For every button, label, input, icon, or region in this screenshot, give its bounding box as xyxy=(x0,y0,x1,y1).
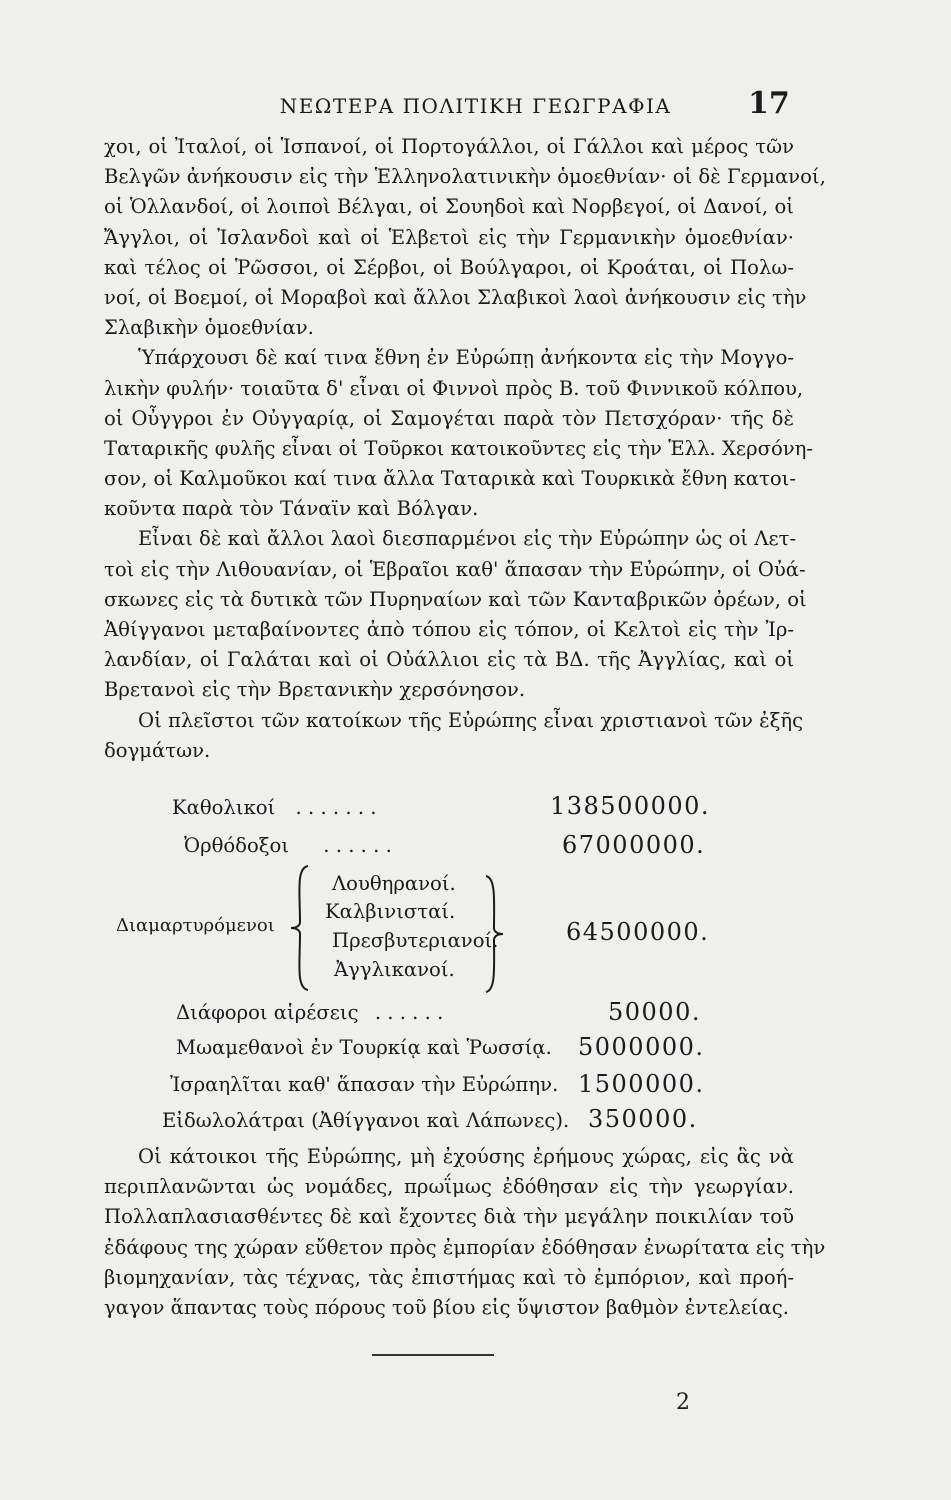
stat-label: Ὀρθόδοξοι xyxy=(184,834,290,857)
text-line: βιομηχανίαν, τὰς τέχνας, τὰς ἐπιστήμας καὶ τὸ ἐμπόριον, καὶ προή- xyxy=(104,1265,794,1289)
protestant-denomination: Πρεσβυτεριανοί. xyxy=(332,929,499,952)
text-line: οἱ Ὁλλανδοί, οἱ λοιποὶ Βέλγαι, οἱ Σουηδοὶ καὶ Νορβεγοί, οἱ Δανοί, οἱ xyxy=(104,195,794,219)
text-line: καὶ τέλος οἱ Ῥῶσσοι, οἱ Σέρβοι, οἱ Βούλγαροι, οἱ Κροάται, οἱ Πολω- xyxy=(104,255,794,279)
stat-value: 1500000. xyxy=(578,1070,705,1098)
stat-label-protestants: Διαμαρτυρόμενοι xyxy=(116,915,275,936)
text-line: σον, οἱ Καλμοῦκοι καί τινα ἄλλα Ταταρικὰ καὶ Τουρκικὰ ἔθνη κατοι- xyxy=(104,467,796,491)
text-line: Βρετανοὶ εἰς τὴν Βρετανικὴν χερσόνησον. xyxy=(104,678,526,702)
text-line: Ἄγγλοι, οἱ Ἰσλανδοὶ καὶ οἱ Ἑλβετοὶ εἰς τὴν Γερμανικὴν ὁμοεθνίαν· xyxy=(104,225,794,249)
stat-row-other: Εἰδωλολάτραι (Ἀθίγγανοι καὶ Λάπωνες). xyxy=(162,1109,570,1132)
stat-row-other: Μωαμεθανοὶ ἐν Τουρκίᾳ καὶ Ῥωσσίᾳ. xyxy=(176,1036,552,1059)
text-line: λικὴν φυλήν· τοιαῦτα δ' εἶναι οἱ Φιννοὶ πρὸς Β. τοῦ Φιννικοῦ κόλπου, xyxy=(104,376,804,400)
text-line: Ταταρικῆς φυλῆς εἶναι οἱ Τοῦρκοι κατοικοῦντες εἰς τὴν Ἑλλ. Χερσόνη- xyxy=(104,436,814,460)
footer-rule xyxy=(372,1354,494,1356)
text-line: γαγον ἅπαντας τοὺς πόρους τοῦ βίου εἰς ὕψιστον βαθμὸν ἐντελείας. xyxy=(104,1295,789,1319)
text-line: τοὶ εἰς τὴν Λιθουανίαν, οἱ Ἑβραῖοι καθ' ἅπασαν τὴν Εὐρώπην, οἱ Οὐά- xyxy=(104,557,806,581)
stat-label: Διάφοροι αἱρέσεις xyxy=(176,1001,359,1024)
text-line: Πολλαπλασιασθέντες δὲ καὶ ἔχοντες διὰ τὴν μεγάλην ποικιλίαν τοῦ xyxy=(104,1205,794,1229)
protestant-denomination: Ἀγγλικανοί. xyxy=(334,958,455,981)
text-line: Ὑπάρχουσι δὲ καί τινα ἔθνη ἐν Εὐρώπῃ ἀνήκοντα εἰς τὴν Μογγο- xyxy=(138,346,794,370)
text-line: οἱ Οὖγγροι ἐν Οὐγγαρίᾳ, οἱ Σαμογέται παρὰ τὸν Πετσχόραν· τῆς δὲ xyxy=(104,406,794,430)
stat-row-other xyxy=(176,1001,443,1024)
left-brace-icon xyxy=(288,864,312,992)
text-line: σκωνες εἰς τὰ δυτικὰ τῶν Πυρηναίων καὶ τῶν Κανταβρικῶν ὀρέων, οἱ xyxy=(104,587,807,611)
text-line: Οἱ κάτοικοι τῆς Εὐρώπης, μὴ ἐχούσης ἐρήμους χώρας, εἰς ἃς νὰ xyxy=(138,1145,794,1168)
text-line: νοί, οἱ Βοεμοί, οἱ Μοραβοὶ καὶ ἄλλοι Σλαβικοὶ λαοὶ ἀνήκουσιν εἰς τὴν xyxy=(104,285,807,309)
stat-value: 350000. xyxy=(588,1105,698,1133)
signature-mark: 2 xyxy=(676,1390,690,1415)
stat-value: 5000000. xyxy=(578,1033,705,1061)
text-line: Σλαβικὴν ὁμοεθνίαν. xyxy=(104,316,314,340)
running-title: ΝΕΩΤΕΡΑ ΠΟΛΙΤΙΚΗ ΓΕΩΓΡΑΦΙΑ xyxy=(279,94,672,118)
text-line: ἐδάφους της χώραν εὔθετον πρὸς ἐμπορίαν ἐδόθησαν ἐνωρίτατα εἰς τὴν xyxy=(104,1235,826,1259)
stat-row-orthodox xyxy=(184,834,392,857)
text-line: λανδίαν, οἱ Γαλάται καὶ οἱ Οὐάλλιοι εἰς τὰ ΒΔ. τῆς Ἀγγλίας, καὶ οἱ xyxy=(104,648,794,672)
stat-row-catholics xyxy=(172,796,377,819)
text-line: χοι, οἱ Ἰταλοί, οἱ Ἱσπανοί, οἱ Πορτογάλλοι, οἱ Γάλλοι καὶ μέρος τῶν xyxy=(104,135,794,158)
stat-value: 67000000. xyxy=(562,831,706,859)
stat-dots: . . . . . . xyxy=(323,834,392,857)
stat-value: 50000. xyxy=(608,998,701,1026)
right-brace-icon xyxy=(482,874,506,994)
text-line: Ἀθίγγανοι μεταβαίνοντες ἀπὸ τόπου εἰς τόπον, οἱ Κελτοὶ εἰς τὴν Ἰρ- xyxy=(104,618,794,641)
stat-value: 138500000. xyxy=(550,792,711,820)
stat-label: Καθολικοί xyxy=(172,796,276,819)
text-line: Εἶναι δὲ καὶ ἄλλοι λαοὶ διεσπαρμένοι εἰς τὴν Εὐρώπην ὡς οἱ Λετ- xyxy=(138,527,797,551)
protestant-denomination: Καλβινισταί. xyxy=(325,900,456,923)
text-line: κοῦντα παρὰ τὸν Τάναϊν καὶ Βόλγαν. xyxy=(104,497,479,521)
stat-row-other: Ἰσραηλῖται καθ' ἅπασαν τὴν Εὐρώπην. xyxy=(170,1073,559,1096)
stat-dots: . . . . . . xyxy=(374,1001,444,1024)
text-line: δογμάτων. xyxy=(104,738,211,762)
text-line: περιπλανῶνται ὡς νομάδες, πρωΐμως ἐδόθησαν εἰς τὴν γεωργίαν. xyxy=(104,1175,794,1199)
protestant-denomination: Λουθηρανοί. xyxy=(332,872,456,895)
stat-value: 64500000. xyxy=(566,918,710,946)
body-text-final xyxy=(104,1142,826,1323)
text-line: Βελγῶν ἀνήκουσιν εἰς τὴν Ἑλληνολατινικὴν ὁμοεθνίαν· οἱ δὲ Γερμανοί, xyxy=(104,165,826,189)
page-number: 17 xyxy=(748,86,790,121)
stat-dots: . . . . . . . xyxy=(295,796,377,819)
text-line: Οἱ πλεῖστοι τῶν κατοίκων τῆς Εὐρώπης εἶναι χριστιανοὶ τῶν ἐξῆς xyxy=(138,708,804,732)
body-text xyxy=(104,132,826,766)
